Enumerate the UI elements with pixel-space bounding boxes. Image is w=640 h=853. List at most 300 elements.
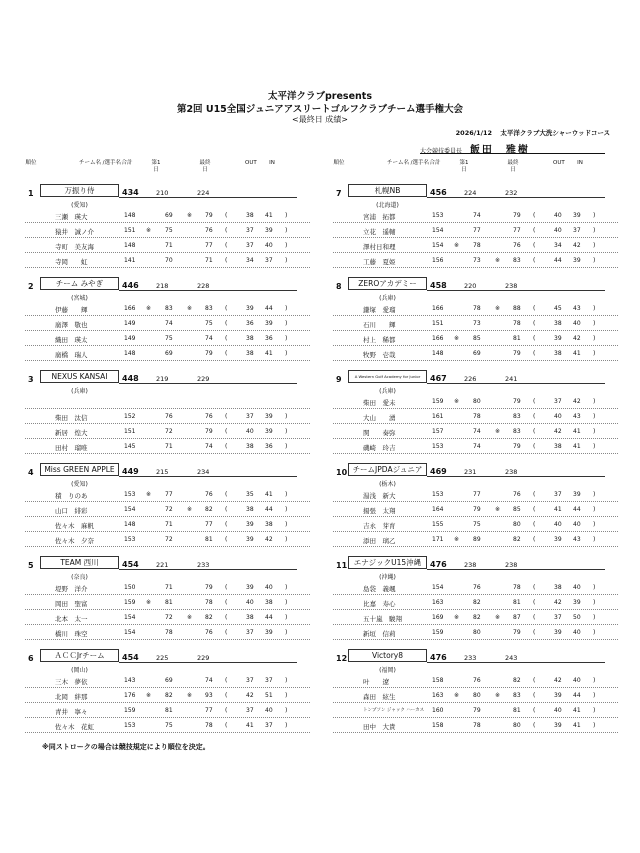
player-final-round: 79 <box>513 629 521 636</box>
player-total: 159 <box>432 629 444 636</box>
team-round1: 221 <box>156 561 169 569</box>
team-underline <box>119 290 297 291</box>
player-total: 154 <box>432 227 444 234</box>
paren-close: ) <box>285 536 288 543</box>
player-row <box>25 595 310 610</box>
player-out: 40 <box>246 428 254 435</box>
team-list-right <box>333 182 618 740</box>
team-name: TEAM 西川 <box>40 556 119 569</box>
player-out: 41 <box>554 506 562 513</box>
player-final-round: 81 <box>205 536 213 543</box>
player-out: 38 <box>554 320 562 327</box>
paren-close: ) <box>593 614 596 621</box>
paren-close: ) <box>285 242 288 249</box>
team-name: チーム みやぎ <box>40 277 119 290</box>
paren-open: ( <box>533 506 536 513</box>
paren-open: ( <box>225 257 228 264</box>
paren-close: ) <box>593 350 596 357</box>
player-total: 153 <box>432 491 444 498</box>
paren-open: ( <box>533 722 536 729</box>
header-round1: 第1日 <box>459 160 469 173</box>
player-total: 171 <box>432 536 444 543</box>
player-row <box>333 673 618 688</box>
team-underline <box>427 197 605 198</box>
team-name: ZEROアカデミー <box>348 277 427 290</box>
player-round1: 71 <box>165 521 173 528</box>
player-name: 村上 稀都 <box>363 336 396 344</box>
player-final-round: 82 <box>205 614 213 621</box>
paren-close: ) <box>593 677 596 684</box>
player-final-round: 80 <box>513 722 521 729</box>
paren-close: ) <box>593 320 596 327</box>
round1-excluded-mark: ※ <box>454 536 460 543</box>
final-excluded-mark: ※ <box>495 428 501 435</box>
player-in: 40 <box>573 584 581 591</box>
paren-open: ( <box>225 242 228 249</box>
player-name: トンプソン ジャック ハーカス <box>363 708 425 713</box>
paren-open: ( <box>533 242 536 249</box>
player-row <box>25 253 310 268</box>
team-underline <box>427 290 605 291</box>
team-final-round: 229 <box>197 375 210 383</box>
player-row <box>25 394 310 409</box>
team-rank: 7 <box>336 189 342 198</box>
player-name: 青井 寧々 <box>55 708 88 716</box>
team-underline <box>119 383 297 384</box>
player-in: 50 <box>573 614 581 621</box>
round1-excluded-mark: ※ <box>454 398 460 405</box>
player-row <box>25 439 310 454</box>
player-name: 新居 煌大 <box>55 429 88 437</box>
player-name: 田村 瑠唯 <box>55 444 88 452</box>
player-row <box>25 517 310 532</box>
player-round1: 75 <box>165 722 173 729</box>
team-name: チームJPDAジュニア <box>348 463 427 476</box>
player-in: 43 <box>573 413 581 420</box>
header-total: 合計 <box>429 160 441 166</box>
player-in: 37 <box>573 227 581 234</box>
player-final-round: 76 <box>205 227 213 234</box>
paren-close: ) <box>285 506 288 513</box>
player-round1: 78 <box>473 242 481 249</box>
team-total: 448 <box>122 374 139 383</box>
player-out: 39 <box>246 584 254 591</box>
player-name: 工藤 夏姫 <box>363 258 396 266</box>
team-underline <box>427 476 605 477</box>
player-in: 38 <box>265 599 273 606</box>
team-prefecture: (北海道) <box>376 202 399 209</box>
paren-close: ) <box>593 413 596 420</box>
round-subtitle: <最終日 成績> <box>292 115 348 124</box>
team-total: 467 <box>430 374 447 383</box>
team-name: NEXUS KANSAI <box>40 370 119 383</box>
team-round1: 220 <box>464 282 477 290</box>
player-name: 伊藤 輝 <box>55 306 88 314</box>
player-list <box>25 394 310 454</box>
event-sponsor-line: 太平洋クラブpresents <box>268 91 372 102</box>
player-out: 40 <box>554 227 562 234</box>
player-row <box>333 718 618 733</box>
player-round1: 83 <box>165 305 173 312</box>
player-row <box>25 688 310 703</box>
team-name: ＡＣＣJrチーム <box>40 649 119 662</box>
paren-open: ( <box>533 413 536 420</box>
team-final-round: 229 <box>197 654 210 662</box>
player-total: 143 <box>124 677 136 684</box>
paren-open: ( <box>533 320 536 327</box>
player-round1: 69 <box>165 677 173 684</box>
player-round1: 77 <box>165 491 173 498</box>
player-in: 41 <box>265 350 273 357</box>
final-excluded-mark: ※ <box>495 692 501 699</box>
team-round1: 233 <box>464 654 477 662</box>
player-total: 164 <box>432 506 444 513</box>
player-name: 猿井 誠ノ介 <box>55 228 94 236</box>
paren-open: ( <box>225 350 228 357</box>
paren-close: ) <box>285 614 288 621</box>
player-final-round: 79 <box>205 212 213 219</box>
player-row <box>25 223 310 238</box>
player-in: 44 <box>573 506 581 513</box>
header-rank: 順位 <box>25 160 37 166</box>
round1-excluded-mark: ※ <box>454 242 460 249</box>
final-excluded-mark: ※ <box>187 212 193 219</box>
team-rank: 5 <box>28 561 34 570</box>
player-total: 149 <box>124 335 136 342</box>
player-round1: 78 <box>165 629 173 636</box>
player-total: 153 <box>124 722 136 729</box>
player-total: 148 <box>124 242 136 249</box>
paren-close: ) <box>285 584 288 591</box>
round1-excluded-mark: ※ <box>146 305 152 312</box>
player-total: 158 <box>432 722 444 729</box>
player-out: 38 <box>554 350 562 357</box>
player-out: 40 <box>554 707 562 714</box>
player-name: 寺岡 虹 <box>55 258 88 266</box>
player-final-round: 83 <box>513 413 521 420</box>
header-rank: 順位 <box>333 160 345 166</box>
player-out: 40 <box>554 413 562 420</box>
player-in: 43 <box>573 536 581 543</box>
paren-close: ) <box>593 692 596 699</box>
final-excluded-mark: ※ <box>187 305 193 312</box>
paren-close: ) <box>593 398 596 405</box>
player-in: 40 <box>573 521 581 528</box>
player-out: 38 <box>554 443 562 450</box>
player-round1: 72 <box>165 614 173 621</box>
paren-open: ( <box>225 584 228 591</box>
paren-open: ( <box>225 677 228 684</box>
player-name: 森田 絃生 <box>363 693 396 701</box>
paren-close: ) <box>593 242 596 249</box>
player-row <box>25 346 310 361</box>
team-block <box>25 554 310 647</box>
paren-open: ( <box>225 320 228 327</box>
team-total: 446 <box>122 281 139 290</box>
player-out: 38 <box>246 506 254 513</box>
paren-open: ( <box>533 677 536 684</box>
team-total: 458 <box>430 281 447 290</box>
player-in: 39 <box>573 491 581 498</box>
player-final-round: 83 <box>205 305 213 312</box>
player-name: 寺町 美友海 <box>55 243 94 251</box>
player-in: 40 <box>573 677 581 684</box>
player-out: 38 <box>554 584 562 591</box>
column-header <box>25 160 310 182</box>
player-out: 37 <box>554 398 562 405</box>
paren-open: ( <box>225 212 228 219</box>
player-round1: 75 <box>473 521 481 528</box>
header-out: OUT <box>553 160 565 166</box>
team-rank: 9 <box>336 375 342 384</box>
player-round1: 78 <box>473 305 481 312</box>
player-name: 添田 璃乙 <box>363 537 396 545</box>
player-out: 37 <box>554 614 562 621</box>
team-block <box>25 368 310 461</box>
paren-open: ( <box>533 599 536 606</box>
paren-close: ) <box>285 413 288 420</box>
header-team: チーム名 /選手名 <box>78 160 122 166</box>
player-row <box>25 316 310 331</box>
player-row <box>25 580 310 595</box>
team-rank: 1 <box>28 189 34 198</box>
player-final-round: 74 <box>205 677 213 684</box>
player-out: 41 <box>246 722 254 729</box>
team-underline <box>119 662 297 663</box>
player-round1: 76 <box>473 584 481 591</box>
player-total: 159 <box>124 599 136 606</box>
paren-open: ( <box>533 428 536 435</box>
player-final-round: 79 <box>513 350 521 357</box>
final-excluded-mark: ※ <box>495 506 501 513</box>
team-rank: 10 <box>336 468 348 477</box>
team-total: 469 <box>430 467 447 476</box>
header-in: IN <box>577 160 583 166</box>
player-final-round: 76 <box>205 413 213 420</box>
paren-close: ) <box>593 722 596 729</box>
chair-label: 大会競技委員長 <box>420 148 463 155</box>
team-underline <box>119 569 297 570</box>
player-name: 宮浦 拓都 <box>363 213 396 221</box>
team-round1: 210 <box>156 189 169 197</box>
team-rank: 6 <box>28 654 34 663</box>
player-out: 37 <box>246 629 254 636</box>
player-total: 156 <box>432 257 444 264</box>
paren-open: ( <box>533 707 536 714</box>
paren-close: ) <box>285 707 288 714</box>
player-row <box>333 595 618 610</box>
event-date: 2026/1/12 <box>455 129 493 137</box>
team-final-round: 234 <box>197 468 210 476</box>
signature-line <box>420 153 605 154</box>
player-in: 39 <box>265 629 273 636</box>
team-name: Miss GREEN APPLE <box>40 463 119 476</box>
player-in: 42 <box>573 242 581 249</box>
team-rank: 12 <box>336 654 348 663</box>
player-name: 磯崎 玲吉 <box>363 444 396 452</box>
paren-close: ) <box>285 521 288 528</box>
paren-close: ) <box>593 584 596 591</box>
player-list <box>333 394 618 454</box>
player-round1: 74 <box>473 428 481 435</box>
paren-close: ) <box>593 521 596 528</box>
player-round1: 79 <box>473 506 481 513</box>
player-row <box>25 331 310 346</box>
player-out: 37 <box>246 242 254 249</box>
player-round1: 77 <box>473 491 481 498</box>
player-in: 40 <box>573 629 581 636</box>
player-in: 44 <box>265 506 273 513</box>
player-round1: 75 <box>165 227 173 234</box>
player-name: 五十嵐 駿翔 <box>363 615 402 623</box>
player-round1: 80 <box>473 692 481 699</box>
player-in: 40 <box>265 242 273 249</box>
player-row <box>25 487 310 502</box>
player-name: 堤野 洋介 <box>55 585 88 593</box>
player-in: 39 <box>265 227 273 234</box>
paren-open: ( <box>533 521 536 528</box>
team-prefecture: (栃木) <box>379 481 396 488</box>
player-name: 廣橋 瑞人 <box>55 351 88 359</box>
player-out: 42 <box>554 677 562 684</box>
player-name: 佐々木 夕奈 <box>55 537 94 545</box>
player-out: 40 <box>246 599 254 606</box>
team-prefecture: (奈良) <box>71 574 88 581</box>
paren-close: ) <box>593 536 596 543</box>
player-name: 関 奏弥 <box>363 429 396 437</box>
player-out: 39 <box>554 722 562 729</box>
footnote: ※同ストロークの場合は競技規定により順位を決定。 <box>42 743 210 751</box>
player-list <box>25 208 310 268</box>
player-final-round: 76 <box>205 629 213 636</box>
player-in: 40 <box>265 584 273 591</box>
player-final-round: 78 <box>205 599 213 606</box>
player-round1: 75 <box>165 335 173 342</box>
player-in: 39 <box>265 320 273 327</box>
player-in: 36 <box>265 443 273 450</box>
team-underline <box>119 197 297 198</box>
player-round1: 82 <box>473 614 481 621</box>
player-final-round: 78 <box>513 584 521 591</box>
team-block <box>333 182 618 275</box>
player-in: 36 <box>265 335 273 342</box>
team-prefecture: (岡山) <box>71 667 88 674</box>
player-round1: 77 <box>473 227 481 234</box>
player-final-round: 79 <box>205 428 213 435</box>
player-final-round: 83 <box>513 428 521 435</box>
player-final-round: 83 <box>513 257 521 264</box>
player-row <box>25 238 310 253</box>
player-final-round: 87 <box>513 614 521 621</box>
player-round1: 89 <box>473 536 481 543</box>
player-name: 北岡 絆那 <box>55 693 88 701</box>
team-total: 434 <box>122 188 139 197</box>
team-final-round: 243 <box>505 654 518 662</box>
player-in: 39 <box>265 413 273 420</box>
player-in: 38 <box>265 521 273 528</box>
paren-close: ) <box>593 428 596 435</box>
team-total: 454 <box>122 653 139 662</box>
player-in: 44 <box>573 692 581 699</box>
team-rank: 11 <box>336 561 348 570</box>
player-name: 吉永 芽育 <box>363 522 396 530</box>
team-name: エナジックU15沖縄 <box>348 556 427 569</box>
column-header <box>333 160 618 182</box>
player-out: 40 <box>554 521 562 528</box>
player-name: 田中 大貴 <box>363 723 396 731</box>
paren-open: ( <box>533 350 536 357</box>
player-out: 36 <box>246 320 254 327</box>
player-total: 154 <box>124 506 136 513</box>
paren-open: ( <box>225 305 228 312</box>
team-round1: 218 <box>156 282 169 290</box>
final-excluded-mark: ※ <box>187 692 193 699</box>
player-name: 佐々木 花虹 <box>55 723 94 731</box>
player-final-round: 76 <box>513 242 521 249</box>
player-row <box>333 316 618 331</box>
player-round1: 69 <box>473 350 481 357</box>
player-round1: 74 <box>473 212 481 219</box>
player-in: 41 <box>265 212 273 219</box>
player-row <box>333 331 618 346</box>
team-prefecture: (宮城) <box>71 295 88 302</box>
player-total: 169 <box>432 614 444 621</box>
paren-close: ) <box>285 692 288 699</box>
team-prefecture: (兵庫) <box>379 388 396 395</box>
player-in: 39 <box>573 599 581 606</box>
team-block <box>25 182 310 275</box>
player-in: 41 <box>573 350 581 357</box>
team-underline <box>427 383 605 384</box>
paren-close: ) <box>593 212 596 219</box>
player-round1: 81 <box>165 599 173 606</box>
player-name: 大山 湧 <box>363 414 396 422</box>
player-final-round: 77 <box>205 707 213 714</box>
round1-excluded-mark: ※ <box>146 599 152 606</box>
player-total: 155 <box>432 521 444 528</box>
player-out: 44 <box>554 257 562 264</box>
paren-close: ) <box>593 227 596 234</box>
team-block <box>333 461 618 554</box>
player-total: 163 <box>432 692 444 699</box>
player-row <box>25 625 310 640</box>
player-row <box>333 424 618 439</box>
team-rank: 4 <box>28 468 34 477</box>
player-name: 岡田 聖富 <box>55 600 88 608</box>
player-out: 34 <box>554 242 562 249</box>
paren-open: ( <box>225 335 228 342</box>
player-list <box>333 301 618 361</box>
player-final-round: 79 <box>513 443 521 450</box>
player-out: 37 <box>246 227 254 234</box>
header-team: チーム名 /選手名 <box>386 160 430 166</box>
final-excluded-mark: ※ <box>495 614 501 621</box>
player-row <box>25 610 310 625</box>
paren-open: ( <box>225 614 228 621</box>
player-final-round: 81 <box>513 707 521 714</box>
team-list-left <box>25 182 310 740</box>
team-total: 449 <box>122 467 139 476</box>
paren-close: ) <box>285 599 288 606</box>
team-final-round: 228 <box>197 282 210 290</box>
player-row <box>25 208 310 223</box>
player-name: 湯浅 新大 <box>363 492 396 500</box>
player-list <box>25 301 310 361</box>
player-total: 163 <box>432 599 444 606</box>
player-out: 39 <box>554 692 562 699</box>
team-final-round: 232 <box>505 189 518 197</box>
player-total: 150 <box>124 584 136 591</box>
